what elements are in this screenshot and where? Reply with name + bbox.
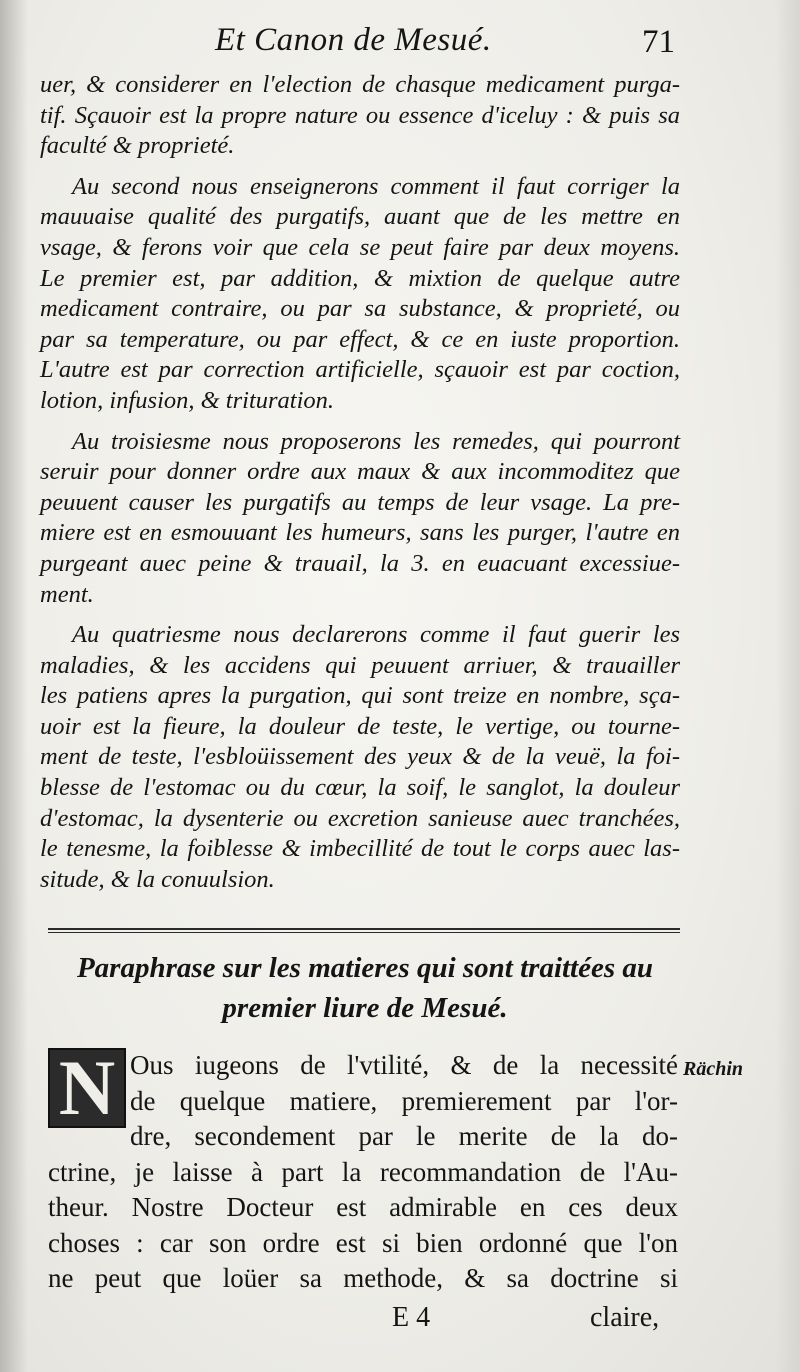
text-line: uer, & considerer en l'election de chasque medicament purga- xyxy=(40,71,680,98)
paragraph-third xyxy=(40,427,680,611)
text-line: le tenesme, la foiblesse & imbecillité de tout le corps auec las- xyxy=(40,835,680,863)
text-line: ment de teste, l'esbloüissement des yeux & de la veuë, la foi- xyxy=(40,743,680,771)
running-header xyxy=(215,22,675,72)
text-line: lotion, infusion, & trituration. xyxy=(40,386,335,414)
text-line: blesse de l'estomac ou du cœur, la soif, le sanglot, la douleur xyxy=(40,774,680,802)
section-divider xyxy=(48,928,680,933)
text-line: maladies, & les accidens qui peuuent arriuer, & trauailler xyxy=(40,651,680,679)
text-line: ne peut que loüer sa methode, & sa doctrine si xyxy=(48,1263,678,1293)
text-line: faculté & proprieté. xyxy=(40,132,235,160)
text-line: L'autre est par correction artificielle, sçauoir est par coction, xyxy=(40,356,680,384)
edge-shadow xyxy=(776,0,800,1372)
margin-note: Rächin xyxy=(683,1058,744,1080)
text-line: choses : car son ordre est si bien ordonné que l'on xyxy=(48,1227,678,1258)
text-line: d'estomac, la dysenterie ou excretion sanieuse auec tranchées, xyxy=(40,804,680,832)
text-line: par sa temperature, ou par effect, & ce en iuste proportion. xyxy=(40,325,680,353)
text-line: mauuaise qualité des purgatifs, auant que de les mettre en xyxy=(40,203,680,231)
text-line: Au second nous enseignerons comment il faut corriger la xyxy=(72,172,680,200)
heading-line: premier liure de Mesué. xyxy=(222,992,508,1024)
drop-cap-letter: N xyxy=(58,1044,116,1131)
text-line: uoir est la fieure, la douleur de teste, le vertige, ou tourne- xyxy=(40,712,680,740)
catchword: claire, xyxy=(590,1302,660,1333)
paragraph-fourth xyxy=(40,620,680,895)
paragraph-second xyxy=(40,172,680,417)
text-line: vsage, & ferons voir que cela se peut faire par deux moyens. xyxy=(40,233,680,261)
text-line: Ous iugeons de l'vtilité, & de la necessité xyxy=(130,1050,678,1080)
gutter-shadow xyxy=(0,0,28,1372)
heading-line: Paraphrase sur les matieres qui sont traittées au xyxy=(76,952,654,984)
text-line: tif. Sçauoir est la propre nature ou essence d'iceluy : & puis sa xyxy=(40,101,680,129)
text-line: Au troisiesme nous proposerons les remedes, qui pourront xyxy=(72,427,680,455)
text-line: theur. Nostre Docteur est admirable en ces deux xyxy=(48,1192,678,1222)
section-heading xyxy=(50,948,680,1028)
text-line: les patiens apres la purgation, qui sont treize en nombre, sça- xyxy=(40,682,680,710)
text-line: ment. xyxy=(40,580,94,608)
intro-paragraph xyxy=(40,70,680,162)
signature-mark: E 4 xyxy=(392,1302,431,1333)
running-title: Et Canon de Mesué. xyxy=(215,22,492,58)
text-line: seruir pour donner ordre aux maux & aux incommoditez que xyxy=(40,458,680,486)
text-line: Au quatriesme nous declarerons comme il faut guerir les xyxy=(72,621,680,649)
text-line: dre, secondement par le merite de la do- xyxy=(130,1121,678,1151)
text-line: peuuent causer les purgatifs au temps de leur vsage. La pre- xyxy=(40,488,680,516)
text-line: purgeant auec peine & trauail, la 3. en euacuant excessiue- xyxy=(40,549,680,577)
text-line: Le premier est, par addition, & mixtion de quelque autre xyxy=(40,264,680,292)
roman-text-block xyxy=(48,1044,678,1297)
text-line: medicament contraire, ou par sa substance, & proprieté, ou xyxy=(40,295,680,323)
text-line: de quelque matiere, premierement par l'or- xyxy=(130,1085,678,1116)
italic-text-block xyxy=(40,70,680,905)
page-number: 71 xyxy=(642,24,675,60)
text-line: ctrine, je laisse à part la recommandation de l'Au- xyxy=(48,1156,678,1187)
text-line: miere est en esmouuant les humeurs, sans les purger, l'autre en xyxy=(40,519,680,547)
text-line: situde, & la conuulsion. xyxy=(40,865,275,893)
